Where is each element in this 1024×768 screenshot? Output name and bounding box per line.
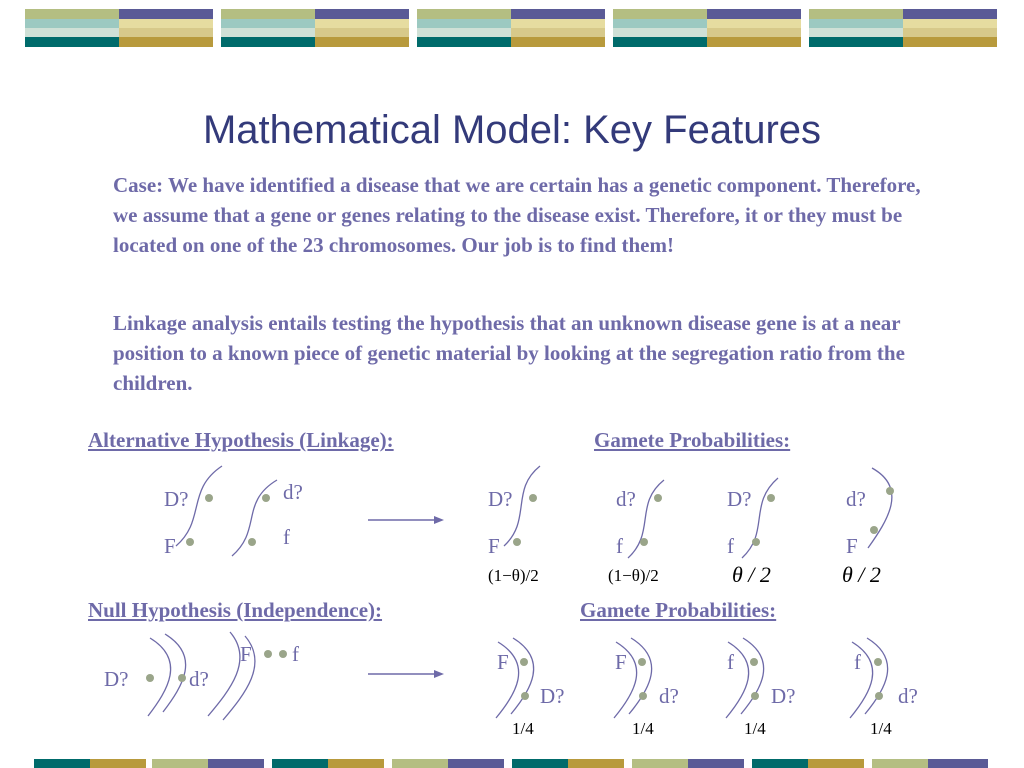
locus-dot [767,494,775,502]
gamete-label: F [615,650,627,674]
allele-label: d? [283,480,303,504]
case-paragraph: Case: We have identified a disease that we are certain has a genetic component. Therefore, we assume that a gene or genes relating to the disease exist. Therefore, it or they must be located on one of the 23 chromosomes. Our job is to find them! [113,173,921,257]
gamete-label: f [616,534,623,558]
locus-dot [205,494,213,502]
allele-label: D? [164,487,189,511]
chromosome-stroke [163,634,186,712]
gamete-probability: (1−θ)/2 [488,566,539,585]
locus-dot [886,487,894,495]
gamete-probability: θ / 2 [842,562,881,587]
gamete-label: f [854,650,861,674]
locus-dot [146,674,154,682]
locus-dot [654,494,662,502]
null-gamete-heading: Gamete Probabilities: [580,598,777,622]
gamete-label: d? [616,487,636,511]
locus-dot [750,658,758,666]
locus-dot [638,658,646,666]
locus-dot [870,526,878,534]
locus-dot [279,650,287,658]
gamete-probability: 1/4 [870,719,892,738]
null-heading: Null Hypothesis (Independence): [88,598,383,622]
gamete-label: f [727,534,734,558]
gamete-label: d? [659,684,679,708]
gamete-label: F [497,650,509,674]
chromosome-stroke [629,638,652,714]
allele-label: D? [104,667,129,691]
gamete-label: F [488,534,500,558]
locus-dot [262,494,270,502]
locus-dot [529,494,537,502]
allele-label: f [292,642,299,666]
allele-label: f [283,525,290,549]
gamete-label: D? [771,684,796,708]
locus-dot [752,538,760,546]
gamete-probability: 1/4 [632,719,654,738]
gamete-label: d? [898,684,918,708]
locus-dot [639,692,647,700]
chromosome-stroke [208,632,240,716]
allele-label: F [164,534,176,558]
arrow-head [434,670,444,678]
gamete-probability: (1−θ)/2 [608,566,659,585]
gamete-label: D? [727,487,752,511]
locus-dot [874,658,882,666]
allele-label: F [240,642,252,666]
gamete-label: F [846,534,858,558]
locus-dot [264,650,272,658]
linkage-paragraph: Linkage analysis entails testing the hypothesis that an unknown disease gene is at a near position to a known piece of genetic material by looking at the segregation ratio from the children. [113,311,905,395]
locus-dot [513,538,521,546]
gamete-label: f [727,650,734,674]
chromosome-stroke [868,468,892,548]
locus-dot [751,692,759,700]
gamete-probability: θ / 2 [732,562,771,587]
alternative-gamete-heading: Gamete Probabilities: [594,428,791,452]
locus-dot [178,674,186,682]
locus-dot [520,658,528,666]
locus-dot [248,538,256,546]
gamete-label: D? [488,487,513,511]
chromosome-stroke [511,638,534,714]
chromosome-stroke [741,638,764,714]
arrow-head [434,516,444,524]
chromosome-stroke [865,638,888,714]
locus-dot [521,692,529,700]
locus-dot [875,692,883,700]
gamete-label: D? [540,684,565,708]
allele-label: d? [189,667,209,691]
gamete-label: d? [846,487,866,511]
locus-dot [640,538,648,546]
alternative-heading: Alternative Hypothesis (Linkage): [88,428,394,452]
gamete-probability: 1/4 [512,719,534,738]
locus-dot [186,538,194,546]
gamete-probability: 1/4 [744,719,766,738]
slide-title: Mathematical Model: Key Features [202,108,822,152]
